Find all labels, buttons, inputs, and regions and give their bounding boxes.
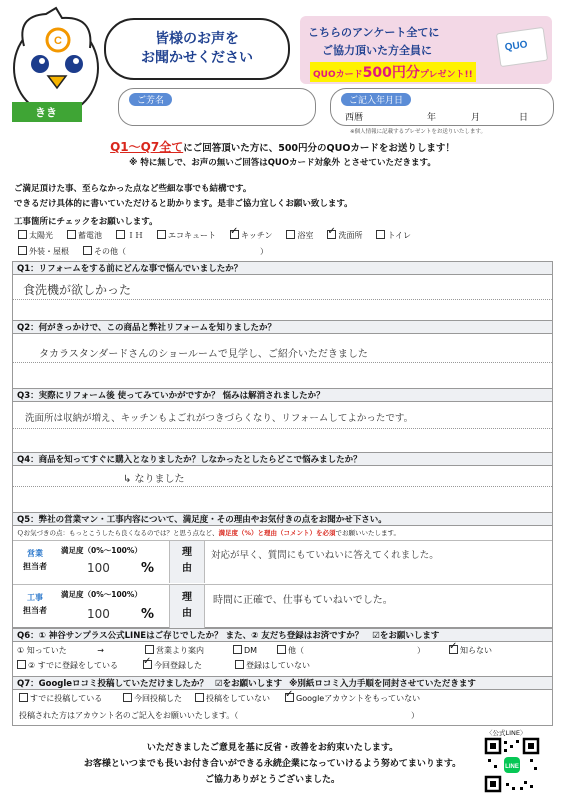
q6-not-registered-label: 登録はしていない bbox=[246, 661, 310, 670]
svg-text:きき: きき bbox=[35, 107, 57, 119]
q7-no-account-label: Googleアカウントをもっていない bbox=[296, 694, 421, 703]
area-label: 外装・屋根 bbox=[29, 247, 69, 256]
area-label: 浴室 bbox=[297, 231, 314, 240]
q6-label bbox=[12, 628, 553, 642]
sales-sat-label: 満足度（0%～100%） bbox=[61, 546, 142, 555]
q6-dm-checkbox[interactable] bbox=[233, 645, 242, 654]
line-qr-code[interactable] bbox=[484, 737, 540, 793]
area-checkbox[interactable] bbox=[116, 230, 125, 239]
date-label: ご記入年月日 bbox=[341, 93, 411, 106]
promo-line-2: ご協力頂いた方全員に bbox=[322, 44, 432, 57]
q7-opt-no-account[interactable] bbox=[285, 693, 420, 704]
sales-sat-value[interactable]: 100 bbox=[87, 561, 110, 575]
area-checkbox[interactable] bbox=[286, 230, 295, 239]
notice-title-text: にご回答頂いた方に、500円分のQUOカードをお送りします！ bbox=[183, 143, 455, 154]
quo-card-image bbox=[496, 27, 548, 67]
sales-reason-line1: 理 bbox=[182, 547, 192, 558]
q6-registered-label: ② すでに登録をしている bbox=[28, 661, 118, 670]
area-option[interactable] bbox=[327, 231, 362, 240]
sales-role-line2: 担当者 bbox=[23, 562, 47, 571]
area-label: 太陽光 bbox=[29, 231, 53, 240]
q6-other-label: 他（ bbox=[288, 646, 304, 655]
promo-line-3 bbox=[310, 62, 476, 82]
q1-line bbox=[13, 299, 552, 300]
construction-sat-unit: % bbox=[141, 607, 155, 622]
q6-opt-registered[interactable] bbox=[17, 660, 118, 671]
sales-reason-label bbox=[169, 541, 205, 583]
quo-card-label: QUO bbox=[504, 39, 529, 54]
area-label: ＩＨ bbox=[127, 231, 143, 240]
q7-opt-now[interactable] bbox=[123, 693, 182, 704]
area-label: 洗面所 bbox=[338, 231, 363, 240]
notice-title bbox=[0, 138, 565, 155]
q4-answer: ↳ なりました bbox=[123, 474, 185, 485]
q7-opt-not-posted[interactable] bbox=[195, 693, 270, 704]
sales-role bbox=[17, 547, 53, 573]
q6-knew: ① 知っていた bbox=[17, 646, 67, 655]
q5-box bbox=[12, 526, 553, 628]
area-option[interactable] bbox=[18, 247, 69, 256]
q2-line bbox=[13, 362, 552, 363]
q7-label bbox=[12, 676, 553, 690]
intro-line-1: ご満足頂けた事、至らなかった点など些細な事でも結構です。 bbox=[14, 184, 252, 194]
construction-sat-label: 満足度（0%～100%） bbox=[61, 590, 142, 599]
sales-role-line1: 営業 bbox=[27, 549, 43, 558]
construction-reason-line2: 由 bbox=[182, 608, 192, 619]
q7-opt-already[interactable] bbox=[19, 693, 102, 704]
sales-reason-line2: 由 bbox=[182, 563, 192, 574]
q6-sales-checkbox[interactable] bbox=[145, 645, 154, 654]
qr-label: 〈公式LINE〉 bbox=[486, 729, 527, 737]
date-field[interactable] bbox=[330, 88, 554, 126]
sales-comment[interactable]: 対応が早く、質問にもていねいに答えてくれました。 bbox=[211, 550, 439, 561]
q2-answer-box[interactable] bbox=[12, 334, 553, 388]
q7-not-posted-checkbox[interactable] bbox=[195, 693, 204, 702]
area-checkbox[interactable] bbox=[18, 230, 27, 239]
bubble-line-2: お聞かせください bbox=[141, 50, 253, 66]
notice-title-highlight: Q1～Q7全て bbox=[110, 140, 184, 154]
q7-now-label: 今回投稿した bbox=[134, 694, 182, 703]
intro-line-3: 工事箇所にチェックをお願いします。 bbox=[14, 217, 158, 227]
construction-reason-label bbox=[169, 585, 205, 629]
q4-answer-box[interactable] bbox=[12, 466, 553, 512]
area-option[interactable] bbox=[67, 231, 102, 240]
area-checkbox[interactable] bbox=[18, 246, 27, 255]
q3-answer-box[interactable] bbox=[12, 402, 553, 452]
date-era: 西暦 bbox=[345, 113, 364, 123]
date-year: 年 bbox=[427, 113, 437, 123]
intro-line-2: できるだけ具体的に書いていただけると助かります。是非ご協力宜しくお願い致します。 bbox=[14, 199, 353, 209]
q6-other-checkbox[interactable] bbox=[277, 645, 286, 654]
construction-role bbox=[17, 591, 53, 617]
q6-new-label: 今回登録した bbox=[154, 661, 202, 670]
mascot-bird-image bbox=[6, 6, 114, 132]
area-option[interactable] bbox=[157, 231, 216, 240]
q7-already-checkbox[interactable] bbox=[19, 693, 28, 702]
q6-label-check: ☑をお願いします bbox=[372, 631, 440, 641]
q2-label: Q2：何がきっかけで、この商品と弊社リフォームを知りましたか？ bbox=[12, 320, 553, 334]
q3-label: Q3：実際にリフォーム後 使ってみていかがですか？ 悩みは解消されましたか？ bbox=[12, 388, 553, 402]
area-label: その他（ bbox=[94, 247, 126, 256]
promo-quo-label: QUOカード bbox=[313, 70, 363, 80]
footer-line-2: お客様といつまでも長いお付き合いができる永続企業になっていけるよう努めてまいります。 bbox=[83, 759, 462, 769]
construction-sat-value[interactable]: 100 bbox=[87, 607, 110, 621]
promo-line-1: こちらのアンケート全てに bbox=[308, 26, 440, 39]
q5-subnote-a: Ｑお気づきの点：もっとこうしたら良くなるのでは？と思う点など、 bbox=[17, 529, 219, 537]
date-day: 日 bbox=[519, 113, 529, 123]
date-month: 月 bbox=[471, 113, 481, 123]
q6-sales-label: 営業より案内 bbox=[156, 646, 204, 655]
q6-arrow: → bbox=[97, 646, 104, 655]
q1-answer-box[interactable] bbox=[12, 275, 553, 320]
area-row-2 bbox=[18, 246, 548, 260]
q6-row-1 bbox=[17, 645, 104, 656]
q6-opt-sales[interactable] bbox=[145, 645, 204, 656]
q5-subnote bbox=[17, 528, 400, 537]
area-label: 蓄電池 bbox=[78, 231, 102, 240]
area-option[interactable] bbox=[18, 231, 53, 240]
q7-options bbox=[12, 690, 553, 726]
q1-answer: 食洗機が欲しかった bbox=[23, 283, 132, 297]
area-option[interactable] bbox=[286, 231, 313, 240]
q6-opt-unknown[interactable] bbox=[449, 645, 492, 656]
q7-label-text: Q7：Googleロコミ投稿していただけましたか？ bbox=[17, 679, 209, 689]
area-option[interactable] bbox=[116, 231, 143, 240]
area-option[interactable] bbox=[376, 231, 411, 240]
q6-options bbox=[12, 642, 553, 676]
q6-unknown-checkbox[interactable] bbox=[449, 645, 458, 654]
q6-opt-dm[interactable] bbox=[233, 645, 257, 655]
q1-label: Q1：リフォームをする前にどんな事で悩んでいましたか？ bbox=[12, 261, 553, 275]
construction-comment[interactable]: 時間に正確で、仕事もていねいでした。 bbox=[213, 595, 393, 606]
q6-new-checkbox[interactable] bbox=[143, 660, 152, 669]
q6-dm-label: DM bbox=[244, 646, 258, 655]
q7-already-label: すでに投稿している bbox=[30, 694, 103, 703]
svg-text:C: C bbox=[54, 35, 62, 47]
q7-account-line: 投稿された方はアカウント名のご記入をお願いいたします。（ bbox=[19, 711, 239, 720]
area-checkbox[interactable] bbox=[83, 246, 92, 255]
construction-role-line1: 工事 bbox=[27, 593, 43, 602]
footer-line-3: ご協力ありがとうございました。 bbox=[204, 775, 340, 785]
q6-not-registered-checkbox[interactable] bbox=[235, 660, 244, 669]
q7-now-checkbox[interactable] bbox=[123, 693, 132, 702]
area-checklist bbox=[18, 230, 548, 260]
sales-sat-unit: % bbox=[141, 561, 155, 576]
area-option[interactable] bbox=[230, 231, 272, 240]
privacy-note: ※個人情報に記載するプレゼントをお送りいたします。 bbox=[350, 129, 486, 135]
q7-account-close: ） bbox=[411, 711, 419, 720]
area-row-1 bbox=[18, 230, 548, 244]
area-checkbox[interactable] bbox=[327, 230, 336, 239]
q5-row-construction bbox=[13, 584, 552, 629]
q6-unknown-label: 知らない bbox=[460, 646, 492, 655]
q7-label-check: ☑をお願いします bbox=[215, 679, 283, 689]
area-checkbox[interactable] bbox=[230, 230, 239, 239]
name-field[interactable] bbox=[118, 88, 316, 126]
q6-opt-new[interactable] bbox=[143, 660, 202, 671]
q7-label-note: ※別紙ロコミ入力手順を同封させていただきます bbox=[289, 679, 476, 689]
q6-opt-other[interactable] bbox=[277, 645, 304, 656]
name-label: ご芳名 bbox=[129, 93, 172, 106]
bubble-line-1: 皆様のお声を bbox=[155, 31, 239, 47]
svg-text:LINE: LINE bbox=[505, 764, 519, 770]
q5-label: Q5：弊社の営業マン・工事内容について、満足度・その理由やお気付きの点をお聞かせ下さい。 bbox=[12, 512, 553, 526]
promo-present: プレゼント!! bbox=[419, 70, 473, 80]
q6-label-text: Q6：① 神谷サンプラス公式LINEはご存じでしたか？ また、② 友だち登録はお済ですか？ bbox=[17, 631, 364, 641]
area-checkbox[interactable] bbox=[376, 230, 385, 239]
area-label: トイレ bbox=[387, 231, 412, 240]
q5-subnote-b: 満足度（%）と理由（コメント）を必須 bbox=[218, 529, 336, 537]
q6-other-close: ） bbox=[417, 646, 425, 655]
construction-reason-line1: 理 bbox=[182, 592, 192, 603]
q7-no-account-checkbox[interactable] bbox=[285, 693, 294, 702]
promo-banner bbox=[300, 16, 552, 84]
area-label: エコキュート bbox=[168, 231, 216, 240]
q3-answer: 洗面所は収納が増え、キッチンもよごれがつきづらくなり、リフォームしてよかったです。 bbox=[25, 413, 414, 424]
area-label: キッチン bbox=[241, 231, 273, 240]
q5-row-sales bbox=[13, 540, 552, 583]
area-checkbox[interactable] bbox=[157, 230, 166, 239]
q5-subnote-c: でお願いいたします。 bbox=[335, 529, 400, 537]
q7-not-posted-label: 投稿をしていない bbox=[206, 694, 270, 703]
notice-subline: ※ 特に無しで、お声の無いご回答はQUOカード対象外 とさせていただきます。 bbox=[129, 158, 436, 168]
q3-line bbox=[13, 428, 552, 429]
q6-registered-checkbox[interactable] bbox=[17, 660, 26, 669]
area-option[interactable] bbox=[83, 247, 126, 256]
area-other-close: ） bbox=[260, 247, 268, 256]
speech-bubble bbox=[104, 18, 290, 80]
construction-role-line2: 担当者 bbox=[23, 606, 47, 615]
q2-answer: タカラスタンダードさんのショールームで見学し、ご紹介いただきました bbox=[39, 349, 368, 360]
q4-line bbox=[13, 486, 552, 487]
promo-amount: 500円分 bbox=[362, 65, 420, 81]
area-checkbox[interactable] bbox=[67, 230, 76, 239]
footer-line-1: いただきましたご意見を基に反省・改善をお約束いたします。 bbox=[146, 743, 399, 753]
q4-label: Q4：商品を知ってすぐに購入となりましたか？しなかったとしたらどこで悩みましたか？ bbox=[12, 452, 553, 466]
q6-opt-not-registered[interactable] bbox=[235, 660, 310, 671]
